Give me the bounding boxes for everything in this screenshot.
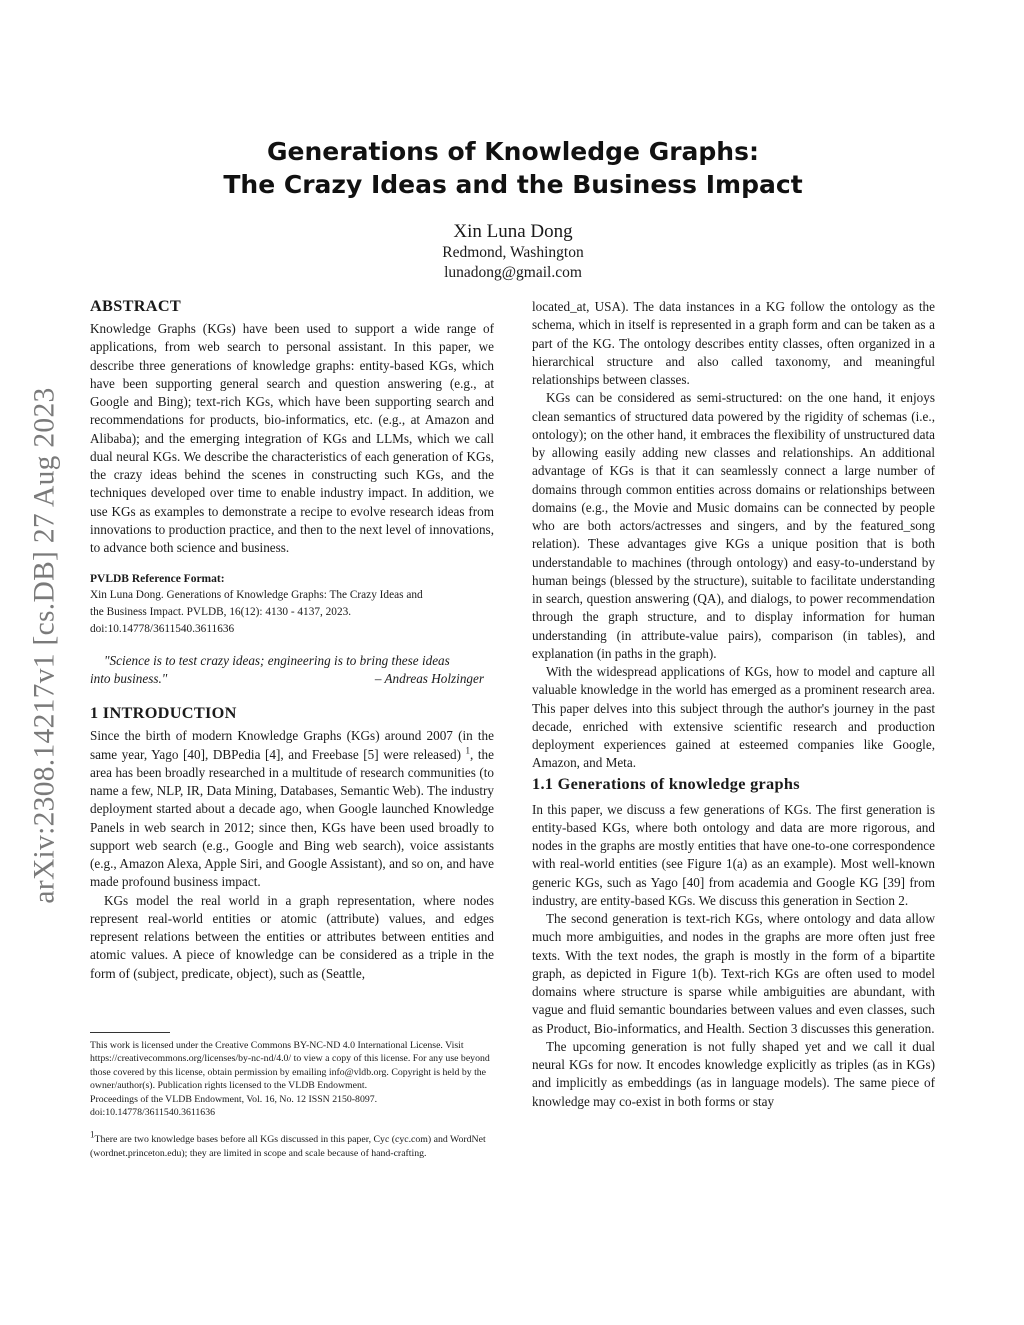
intro-paragraph-1 xyxy=(90,727,494,891)
right-paragraph-5: The second generation is text-rich KGs, where ontology and data allow much more ambiguities, and nodes in the graphs are more often just free texts. With the text nodes, the graph is mostly in the form of a bipartite graph, as depicted in Figure 1(b). Text-rich KGs are often used to model domains where structure is sparse while ambiguities are abundant, with vague and fluid semantic boundaries between values and even classes, such as Product, Bio-informatics, and Health. Section 3 discusses this generation. xyxy=(532,911,935,1036)
subsection-heading: 1.1 Generations of knowledge graphs xyxy=(532,773,800,793)
footnote-1-mark: 1 xyxy=(90,1130,95,1141)
footnote-marker: 1 xyxy=(465,745,471,756)
intro-paragraph-2: KGs model the real world in a graph representation, where nodes represent real-world entities or atomic (attribute) values, and edges represent relations between the entities or attributes between entities and atomic values. A piece of knowledge can be considered as a triple in the form of (subject, predicate, object), such as (Seattle, xyxy=(90,892,494,981)
doi-note: doi:10.14778/3611540.3611636 xyxy=(90,1107,216,1119)
right-paragraph-3: With the widespread applications of KGs, how to model and capture all valuable knowledge in the world has emerged as a prominent research area. This paper delves into this subject through the author's journey in the past decade, enriched with extensive scientific research and production deployment experiences gained at esteemed companies like Google, Amazon, and Meta. xyxy=(532,664,935,771)
author-name: Xin Luna Dong xyxy=(453,221,573,242)
epigraph-quote xyxy=(90,652,494,688)
author-location: Redmond, Washington xyxy=(442,244,584,261)
license-note: This work is licensed under the Creative Commons BY-NC-ND 4.0 International License. Visit https://creativecommons.org/licenses/by-nc-nd/4.0/ to view a copy of this license. For any use beyond those covered by this license, obtain permission by emailing info@vldb.org. Copyright is held by the owner/author(s). Publication rights licensed to the VLDB Endowment. xyxy=(90,1040,490,1092)
footnote-1 xyxy=(90,1130,494,1160)
footnote-rule xyxy=(90,1032,170,1033)
right-column xyxy=(532,298,935,1111)
reference-doi: doi:10.14778/3611540.3611636 xyxy=(90,623,235,636)
right-paragraph-4: In this paper, we discuss a few generations of KGs. The first generation is entity-based KGs, where both ontology and data are more rigorous, and nodes in the graphs are mostly entities that have one-to-one correspondence with real-world entities (see Figure 1(a) as an example). Most well-known generic KGs, such as Yago [40] from academia and Google KG [39] from industry, are entity-based KGs. We discuss this generation in Section 2. xyxy=(532,801,935,908)
reference-line-2: the Business Impact. PVLDB, 16(12): 4130 - 4137, 2023. xyxy=(90,606,352,619)
quote-line-2: into business." xyxy=(90,671,168,687)
right-paragraph-6: The upcoming generation is not fully shaped yet and we call it dual neural KGs for now. It encodes knowledge explicitly as triples (as in KGs) and implicitly as embeddings (as in language models). The same piece of knowledge may co-exist in both forms or stay xyxy=(532,1038,935,1109)
right-paragraph-2: KGs can be considered as semi-structured: on the one hand, it enjoys clean semantics of structured data powered by the rigidity of schemas (i.e., ontology); on the other hand, it embraces the flexibility of unstructured data by allowing easily adding new classes and relationships. An additional advantage of KGs is that it can seamlessly connect a large number of domains through common entities across domains or relationships between domains (e.g., the Movie and Music domains can be connected by people who are both actors/actresses and singers, and by the featured_song relation). These advantages give KGs a unique position that is both understandable to machines (through ontology) and easy-to-understand by human beings (blessed by the structure), suitable to facilitate understanding in search, question answering (QA), and dialogs, to power recommendation through the graph structure, and to display information for human understanding (in attribute-value pairs), comparison (in tables), and explanation (in paths in the graph). xyxy=(532,390,935,661)
reference-line-1: Xin Luna Dong. Generations of Knowledge Graphs: The Crazy Ideas and xyxy=(90,589,423,602)
title-line-1: Generations of Knowledge Graphs: xyxy=(267,137,759,166)
left-column xyxy=(90,295,494,983)
paper-title xyxy=(160,135,866,201)
abstract-text: Knowledge Graphs (KGs) have been used to support a wide range of applications, from web search to personal assistant. In this paper, we describe three generations of knowledge graphs: entity-based KGs, which have been supporting general search and question answering (e.g., at Google and Bing); text-rich KGs, which have been supporting search and recommendations for products, bio-informatics, etc. (e.g., at Amazon and Alibaba); and the emerging integration of KGs and LLMs, which we call dual neural KGs. We describe the characteristics of each generation of KGs, the crazy ideas behind the scenes in constructing such KGs, and the techniques developed over time to enable industry impact. In addition, we use KGs as examples to demonstrate a recipe to evolve research ideas from innovations to production practice, and then to the next level of innovations, to advance both science and business. xyxy=(90,321,494,555)
reference-format-heading: PVLDB Reference Format: xyxy=(90,573,225,586)
footnotes xyxy=(90,1032,494,1160)
intro-p1-continuation: , the area has been broadly researched in a multitude of research communities (to name a few, NLP, IR, Data Mining, Databases, Semantic Web). The industry deployment started about a decade ago, when Google launched Knowledge Panels in web search in 2012; since then, KGs have been used broadly to support web search (e.g., Google and Bing web search), voice assistants (e.g., Amazon Alexa, Apple Siri, and Google Assistant), and so on, and have made profound business impact. xyxy=(90,746,494,890)
quote-attribution: – Andreas Holzinger xyxy=(374,671,484,687)
arxiv-id-text: arXiv:2308.14217v1 [cs.DB] 27 Aug 2023 xyxy=(28,386,61,904)
quote-line-1: "Science is to test crazy ideas; engineering is to bring these ideas xyxy=(104,653,450,669)
arxiv-side-identifier xyxy=(30,345,60,945)
right-paragraph-1: located_at, USA). The data instances in a KG follow the ontology as the schema, which in itself is represented in a graph form and can be taken as a part of the KG. The ontology describes entity classes, often organized in a hierarchical structure and also called taxonomy, and meaningful relationships between classes. xyxy=(532,299,935,387)
abstract-heading: ABSTRACT xyxy=(90,296,182,315)
title-line-2: The Crazy Ideas and the Business Impact xyxy=(223,170,803,199)
intro-p1-text: Since the birth of modern Knowledge Graphs (KGs) around 2007 (in the same year, Yago [40], DBPedia [4], and Freebase [5] were released) xyxy=(90,728,494,762)
reference-format-body xyxy=(90,587,494,638)
introduction-heading: 1 INTRODUCTION xyxy=(90,703,237,723)
footnote-1-text: There are two knowledge bases before all KGs discussed in this paper, Cyc (cyc.com) and WordNet (wordnet.princeton.edu); they are limited in scope and scale because of hand-crafting. xyxy=(90,1134,486,1159)
author-email: lunadong@gmail.com xyxy=(444,264,582,281)
proceedings-note: Proceedings of the VLDB Endowment, Vol. 16, No. 12 ISSN 2150-8097. xyxy=(90,1093,378,1105)
